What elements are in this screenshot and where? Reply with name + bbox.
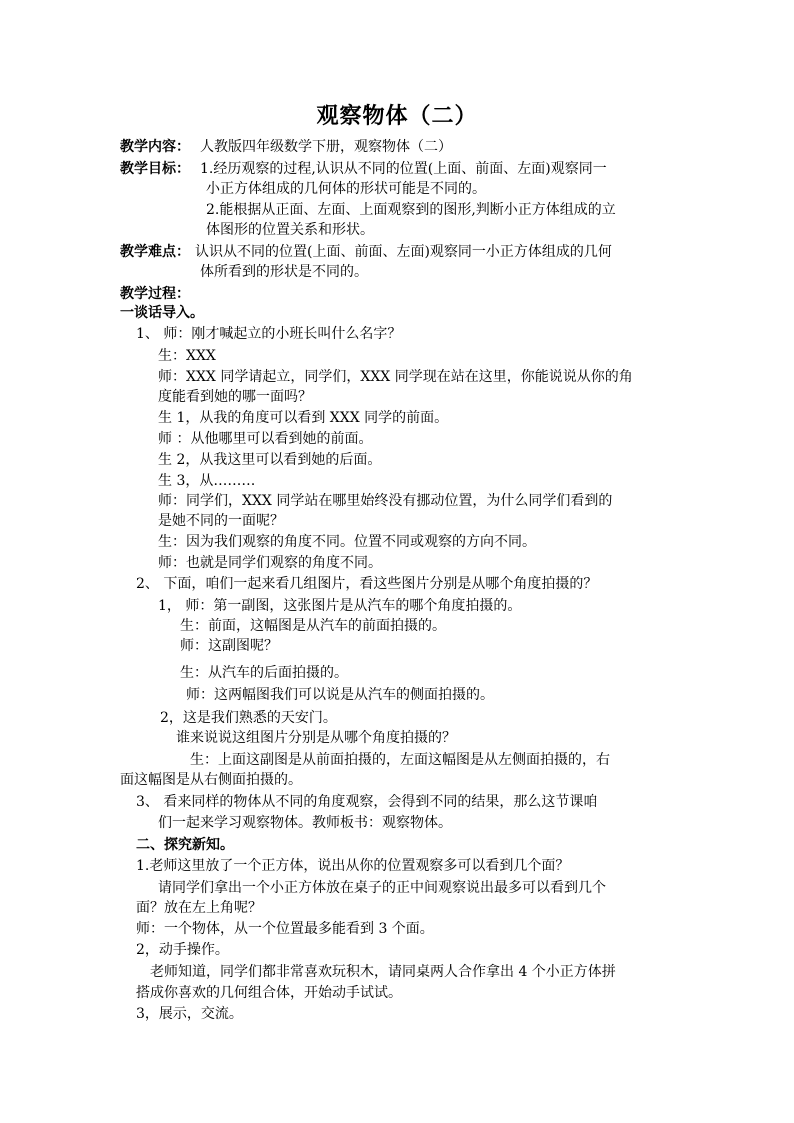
difficulty-label: 教学难点： xyxy=(120,244,190,260)
paragraph-line: 生：前面，这幅图是从汽车的前面拍摄的。 xyxy=(180,618,446,634)
paragraph-line: 生：因为我们观察的角度不同。位置不同或观察的方向不同。 xyxy=(158,534,536,550)
paragraph-line: 生 1，从我的角度可以看到 XXX 同学的前面。 xyxy=(158,410,449,426)
paragraph-line: 师：XXX 同学请起立，同学们，XXX 同学现在站在这里，你能说说从你的角 xyxy=(158,369,633,385)
difficulty-line-2: 体所看到的形状是不同的。 xyxy=(200,264,368,280)
paragraph-line: 是她不同的一面呢？ xyxy=(158,513,284,529)
paragraph-line: 1.老师这里放了一个正方体，说出从你的位置观察多可以看到几个面？ xyxy=(136,858,570,874)
content-text: 人教版四年级数学下册，观察物体（二） xyxy=(200,139,452,155)
paragraph-line: 请同学们拿出一个小正方体放在桌子的正中间观察说出最多可以看到几个 xyxy=(158,880,606,896)
paragraph-line: 度能看到她的哪一面吗？ xyxy=(158,389,312,405)
paragraph-line: 生：上面这副图是从前面拍摄的，左面这幅图是从左侧面拍摄的，右 xyxy=(190,752,610,768)
goal-1-line-2: 小正方体组成的几何体的形状可能是不同的。 xyxy=(206,181,486,197)
goal-1-line-1: 1.经历观察的过程,认识从不同的位置(上面、前面、左面)观察同一 xyxy=(200,161,607,177)
paragraph-line: 2，动手操作。 xyxy=(136,942,229,958)
paragraph-line: 师 ：从他哪里可以看到她的前面。 xyxy=(158,431,373,447)
paragraph-line: 生：从汽车的后面拍摄的。 xyxy=(180,665,348,681)
paragraph-line: 3、 看来同样的物体从不同的角度观察，会得到不同的结果，那么这节课咱 xyxy=(136,794,598,810)
paragraph-line: 1、 师：刚才喊起立的小班长叫什么名字？ xyxy=(136,326,402,342)
paragraph-line: 搭成你喜欢的几何组合体，开始动手试试。 xyxy=(136,985,402,1001)
paragraph-line: 谁来说说这组图片分别是从哪个角度拍摄的？ xyxy=(176,730,456,746)
paragraph-line: 生 2，从我这里可以看到她的后面。 xyxy=(158,452,382,468)
paragraph-line: 面这幅图是从右侧面拍摄的。 xyxy=(120,772,302,788)
content-label: 教学内容： xyxy=(120,139,190,155)
paragraph-line: 师：也就是同学们观察的角度不同。 xyxy=(158,555,382,571)
section-2-heading: 二、探究新知。 xyxy=(136,837,234,853)
paragraph-line: 师：这两幅图我们可以说是从汽车的侧面拍摄的。 xyxy=(186,687,494,703)
goals-label: 教学目标： xyxy=(120,161,190,177)
paragraph-line: 生 3，从……… xyxy=(158,473,256,489)
paragraph-line: 老师知道，同学们都非常喜欢玩积木，请同桌两人合作拿出 4 个小正方体拼 xyxy=(150,964,616,980)
section-1-heading: 一谈话导入。 xyxy=(120,305,204,321)
process-label: 教学过程： xyxy=(120,286,190,302)
paragraph-line: 2，这是我们熟悉的天安门。 xyxy=(160,710,337,726)
difficulty-line-1: 认识从不同的位置(上面、前面、左面)观察同一小正方体组成的几何 xyxy=(195,244,612,260)
paragraph-line: 们一起来学习观察物体。教师板书：观察物体。 xyxy=(158,815,452,831)
paragraph-line: 2、 下面，咱们一起来看几组图片，看这些图片分别是从哪个角度拍摄的？ xyxy=(136,576,598,592)
document-title: 观察物体（二） xyxy=(316,103,478,129)
paragraph-line: 面？放在左上角呢？ xyxy=(136,900,262,916)
goal-2-line-1: 2.能根据从正面、左面、上面观察到的图形,判断小正方体组成的立 xyxy=(206,202,616,218)
goal-2-line-2: 体图形的位置关系和形状。 xyxy=(206,222,374,238)
paragraph-line: 师：同学们，XXX 同学站在哪里始终没有挪动位置，为什么同学们看到的 xyxy=(158,493,613,509)
paragraph-line: 师：这副图呢？ xyxy=(180,638,278,654)
paragraph-line: 生：XXX xyxy=(158,348,216,364)
paragraph-line: 师：一个物体，从一个位置最多能看到 3 个面。 xyxy=(136,921,434,937)
paragraph-line: 3，展示，交流。 xyxy=(136,1006,243,1022)
paragraph-line: 1， 师：第一副图，这张图片是从汽车的哪个角度拍摄的。 xyxy=(158,598,522,614)
